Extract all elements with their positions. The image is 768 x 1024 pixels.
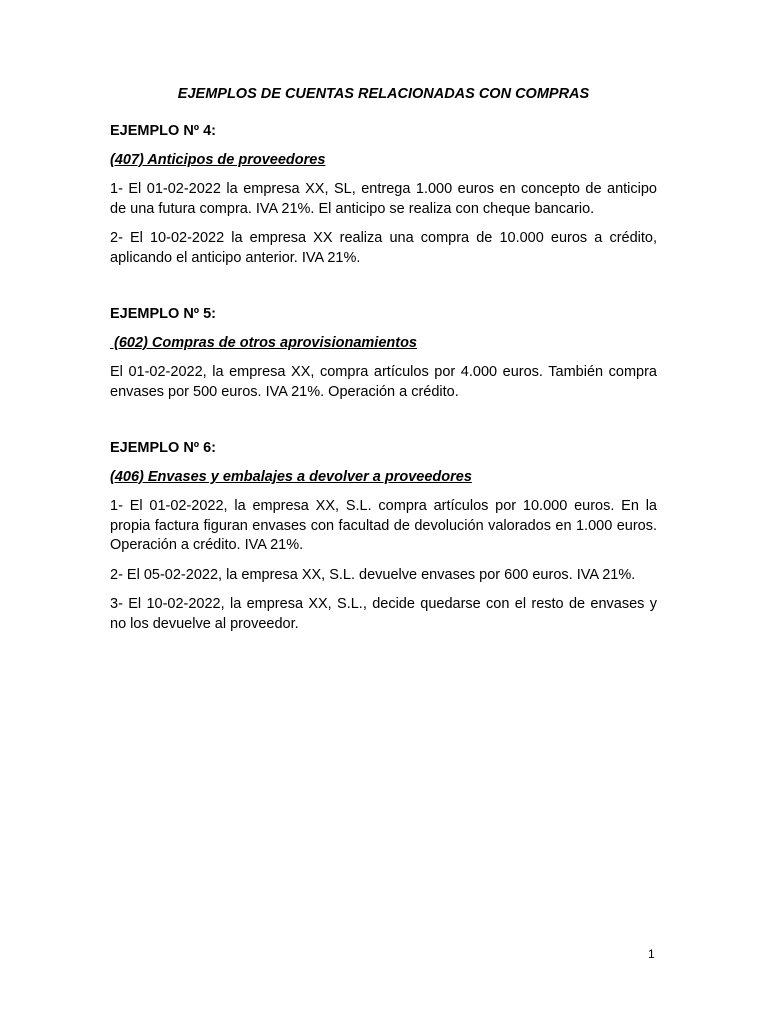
example-section-5 [110,304,657,402]
example-heading: EJEMPLO Nº 6: [110,440,217,456]
example-heading: EJEMPLO Nº 4: [110,123,217,139]
page-number: 1 [648,947,655,961]
section-spacer [110,278,657,304]
example-heading: EJEMPLO Nº 5: [110,306,217,322]
account-heading: (407) Anticipos de proveedores [110,152,326,168]
example-section-6 [110,438,657,634]
document-body [110,84,657,644]
account-heading: (602) Compras de otros aprovisionamientos [110,335,417,351]
example-paragraph: 2- El 10-02-2022 la empresa XX realiza una compra de 10.000 euros a crédito, aplicando el anticipo anterior. IVA 21%. [110,230,657,266]
account-heading: (406) Envases y embalajes a devolver a proveedores [110,469,472,485]
document-title: EJEMPLOS DE CUENTAS RELACIONADAS CON COMPRAS [177,86,590,102]
section-spacer [110,412,657,438]
example-paragraph: El 01-02-2022, la empresa XX, compra artículos por 4.000 euros. También compra envases por 500 euros. IVA 21%. Operación a crédito. [110,364,657,400]
example-section-4 [110,121,657,268]
example-paragraph: 1- El 01-02-2022, la empresa XX, S.L. compra artículos por 10.000 euros. En la propia factura figuran envases con facultad de devolución valorados en 1.000 euros. Operación a crédito. IVA 21%. [110,498,657,553]
example-paragraph: 2- El 05-02-2022, la empresa XX, S.L. devuelve envases por 600 euros. IVA 21%. [110,566,636,583]
example-paragraph: 3- El 10-02-2022, la empresa XX, S.L., decide quedarse con el resto de envases y no los devuelve al proveedor. [110,596,657,632]
example-paragraph: 1- El 01-02-2022 la empresa XX, SL, entrega 1.000 euros en concepto de anticipo de una futura compra. IVA 21%. El anticipo se realiza con cheque bancario. [110,181,657,217]
